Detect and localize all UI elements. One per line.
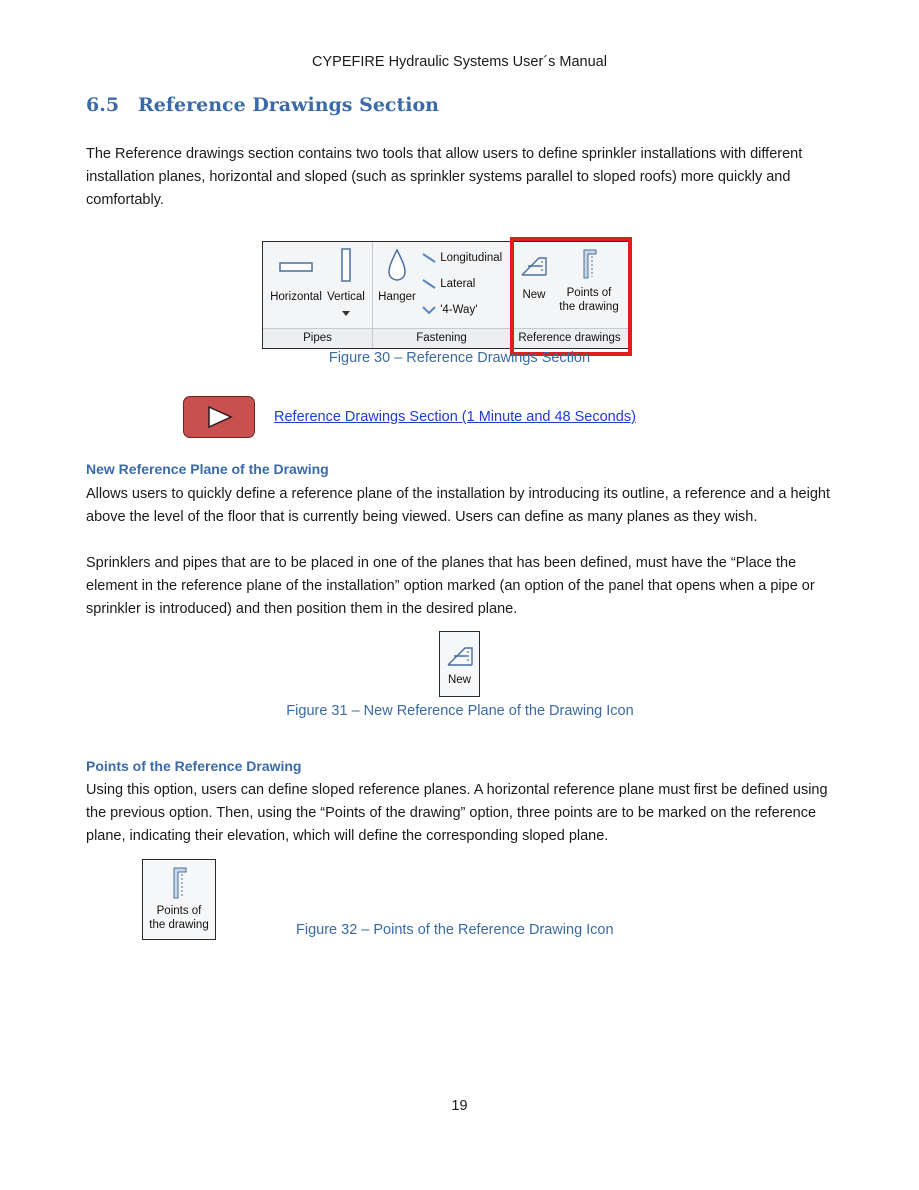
video-link[interactable]: Reference Drawings Section (1 Minute and 48 Seconds) <box>274 409 636 425</box>
points-icon-label-1: Points of <box>156 905 202 917</box>
four-way-tool[interactable] <box>421 303 511 317</box>
points-label-line2: the drawing <box>559 301 619 313</box>
figure-30-caption: Figure 30 – Reference Drawings Section <box>328 350 591 366</box>
fastening-group <box>373 242 511 348</box>
new-icon-figure <box>439 631 480 697</box>
new-icon-label: New <box>447 674 471 686</box>
horizontal-pipe-tool[interactable] <box>269 252 323 304</box>
red-highlight-box <box>510 237 632 356</box>
intro-paragraph: The Reference drawings section contains two tools that allow users to define sprinkler installations with different installation planes, horizontal and sloped (such as sprinkler systems parallel to sloped roofs) more quickly and comfortably. <box>86 146 803 208</box>
pipes-group <box>263 242 373 348</box>
vertical-pipe-tool[interactable] <box>323 248 369 317</box>
points-paragraph: Using this option, users can define sloped reference planes. A horizontal reference plane must first be defined using the previous option. Then, using the “Points of the drawing” option, three points are to be marked on the reference plane, indicating their elevation, which will define the corresponding sloped plane. <box>86 782 828 844</box>
section-title: Reference Drawings Section <box>138 94 439 116</box>
video-play-button[interactable] <box>183 396 255 438</box>
points-heading: Points of the Reference Drawing <box>86 758 302 774</box>
new-plane-icon <box>445 640 475 668</box>
page-number: 19 <box>451 1098 468 1114</box>
points-icon-figure <box>142 859 216 940</box>
vertical-label: Vertical <box>327 291 365 303</box>
horizontal-pipe-icon <box>278 252 314 282</box>
figure-31-caption: Figure 31 – New Reference Plane of the Drawing Icon <box>286 703 634 719</box>
hanger-tool[interactable] <box>375 248 419 304</box>
new-label: New <box>522 289 546 301</box>
lateral-tool[interactable] <box>421 277 511 291</box>
fastening-group-label: Fastening <box>373 328 510 348</box>
horizontal-label: Horizontal <box>270 291 322 303</box>
longitudinal-icon <box>421 252 437 264</box>
vertical-pipe-icon <box>339 248 353 282</box>
section-number: 6.5 <box>86 94 120 116</box>
reference-group-label: Reference drawings <box>511 328 628 348</box>
longitudinal-label: Longitudinal <box>440 252 503 264</box>
longitudinal-tool[interactable] <box>421 251 511 265</box>
hanger-label: Hanger <box>378 291 416 303</box>
new-plane-paragraph-2: Sprinklers and pipes that are to be placed in one of the planes that has been defined, must have the “Place the element in the reference plane of the installation” option marked (an option of the panel that opens when a pipe or sprinkler is introduced) and then position them in the desired plane. <box>86 555 815 617</box>
new-plane-paragraph-1: Allows users to quickly define a reference plane of the installation by introducing its outline, a reference and a height above the level of the floor that is currently being viewed. Users can define as many planes as they wish. <box>86 486 830 525</box>
pipes-group-label: Pipes <box>263 328 372 348</box>
play-icon <box>206 405 234 429</box>
four-way-label: '4-Way' <box>440 304 478 316</box>
section-heading <box>86 94 439 116</box>
dropdown-arrow-icon[interactable] <box>341 309 351 317</box>
points-label-line1: Points of <box>566 287 612 299</box>
lateral-label: Lateral <box>440 278 476 290</box>
running-header: CYPEFIRE Hydraulic Systems User´s Manual <box>312 54 607 70</box>
points-icon-label-2: the drawing <box>149 919 209 931</box>
four-way-icon <box>421 304 437 316</box>
hanger-drop-icon <box>386 248 408 282</box>
figure-32-caption: Figure 32 – Points of the Reference Drawing Icon <box>296 922 614 938</box>
points-of-drawing-icon <box>168 866 190 900</box>
new-plane-heading: New Reference Plane of the Drawing <box>86 461 329 477</box>
lateral-icon <box>421 278 437 290</box>
